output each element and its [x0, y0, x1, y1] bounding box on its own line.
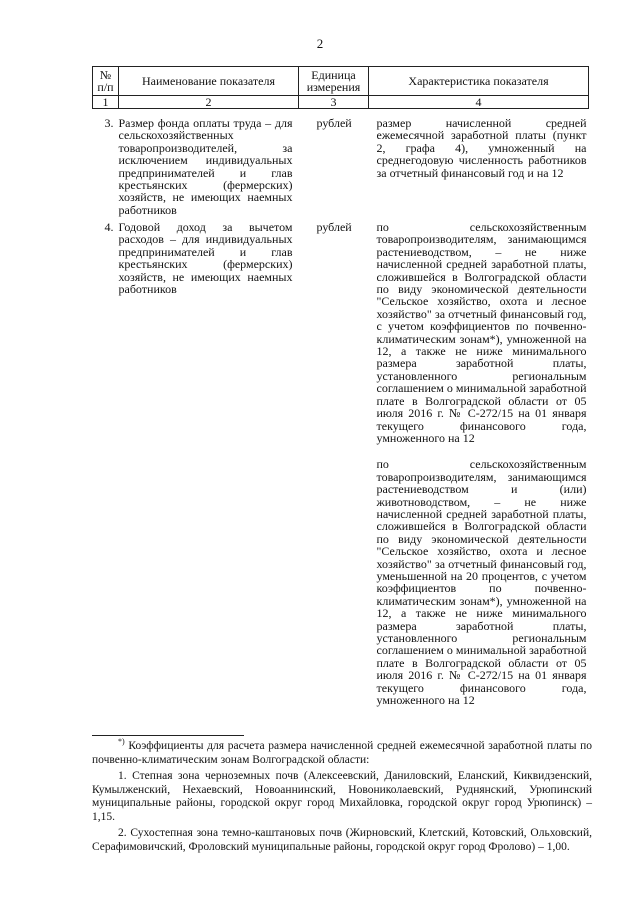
footnote-item: 2. Сухостепная зона темно-каштановых почв (Жирновский, Клетский, Котовский, Ольховский, Серафимовичский, Фроловский муниципальные районы, городской округ город Фролово) – 1,00.: [92, 827, 592, 853]
row-number: 3.: [104, 116, 114, 130]
footnote-item: 1. Степная зона черноземных почв (Алексеевский, Даниловский, Еланский, Киквидзенский, Кумылженский, Нехаевский, Новоаннинский, Новониколаевский, Руднянский, Урюпинский муниципальные районы, городской округ город Михайловка, городской округ город Урюпинск) – 1,15.: [92, 770, 592, 823]
description-paragraph: по сельскохозяйственным товаропроизводителям, занимающимся растениеводством, – не ниже начисленной средней заработной платы, сложившейся в Волгоградской области по виду экономической деятельности "Сельское хозяйство, охота и лесное хозяйство" за отчетный финансовый год, с учетом коэффициентов по почвенно-климатическим зонам*), умноженной на 12, а также не ниже минимального размера заработной платы, установленного региональным соглашением о минимальной заработной плате в Волгоградской области от 05 июля 2016 г. № С-272/15 на 01 января текущего финансового года, умноженного на 12: [376, 220, 587, 445]
row-number: 4.: [104, 220, 114, 234]
footnotes: [92, 737, 593, 857]
indicator-name: Размер фонда оплаты труда – для сельскохозяйственных товаропроизводителей, за исключением индивидуальных предпринимателей и глав крестьянских (фермерских) хозяйств, не имеющих наемных работников: [118, 116, 293, 217]
footnote-mark: *): [118, 737, 125, 747]
table-row: [93, 221, 589, 720]
header-unit: Единица измерения: [299, 67, 369, 96]
column-number: 2: [119, 96, 299, 109]
footnote-intro: [92, 737, 593, 767]
column-number: 4: [369, 96, 589, 109]
header-characteristic: Характеристика показателя: [369, 67, 589, 96]
footnote-separator: [92, 735, 244, 736]
footnote-intro-text: Коэффициенты для расчета размера начисленной средней ежемесячной заработной платы по почвенно-климатическим зонам Волгоградской области:: [92, 740, 593, 766]
indicators-table: [92, 66, 589, 720]
indicator-description: [369, 109, 589, 222]
page-number: 2: [316, 36, 324, 51]
description-paragraph: по сельскохозяйственным товаропроизводителям, занимающимся растениеводством и (или) животноводством, – не ниже начисленной средней заработной платы, сложившейся в Волгоградской области по виду экономической деятельности "Сельское хозяйство, охота и лесное хозяйство" за отчетный финансовый год, уменьшенной на 20 процентов, с учетом коэффициентов по почвенно-климатическим зонам*), умноженной на 12, а также не ниже минимального размера заработной платы, установленного региональным соглашением о минимальной заработной плате в Волгоградской области от 05 июля 2016 г. № С-272/15 на 01 января текущего финансового года, умноженного на 12: [376, 457, 587, 708]
header-indicator-name: Наименование показателя: [119, 67, 299, 96]
column-number: 1: [93, 96, 119, 109]
column-number: 3: [299, 96, 369, 109]
table-row: [93, 109, 589, 222]
indicator-description: [369, 221, 589, 720]
header-number: № п/п: [93, 67, 119, 96]
table-header-row: [93, 67, 589, 96]
indicator-unit: рублей: [316, 220, 352, 234]
indicator-name: Годовой доход за вычетом расходов – для индивидуальных предпринимателей и глав крестьянских (фермерских) хозяйств, не имеющих наемных работников: [118, 220, 293, 297]
description-paragraph: размер начисленной средней ежемесячной заработной платы (пункт 2, графа 4), умноженный на среднегодовую численность работников за отчетный финансовый год и на 12: [376, 116, 587, 180]
indicator-unit: рублей: [316, 116, 352, 130]
column-number-row: [93, 96, 589, 109]
